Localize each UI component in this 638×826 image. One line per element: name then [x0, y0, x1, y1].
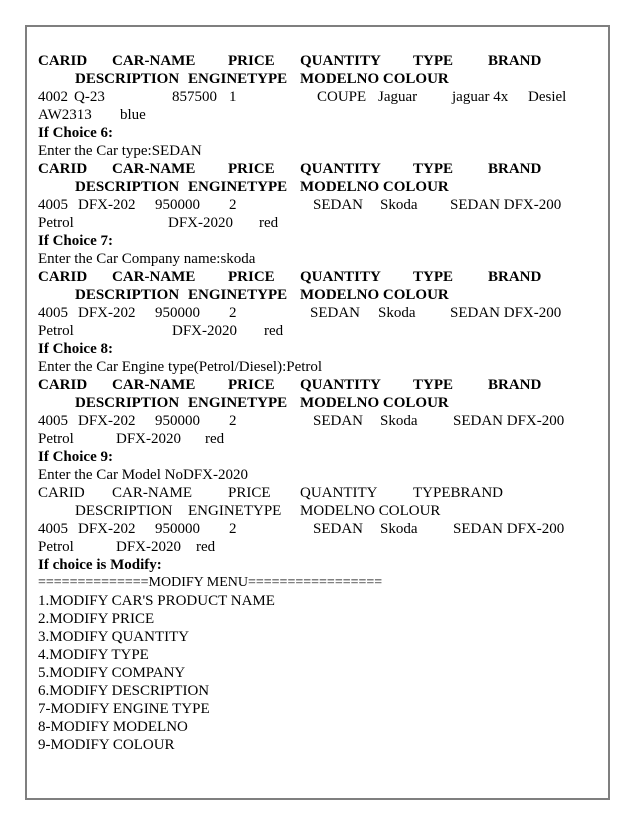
record-brand: Skoda — [380, 521, 418, 537]
modify-item-3: 3.MODIFY QUANTITY — [38, 629, 190, 645]
header-price: PRICE — [228, 269, 275, 285]
record-quantity: 2 — [229, 413, 237, 429]
record-quantity: 2 — [229, 521, 237, 537]
choice9-title: If Choice 9: — [38, 449, 113, 465]
record-quantity: 2 — [229, 197, 237, 213]
record-id: 4002 — [38, 89, 68, 105]
record-engine: Desiel — [528, 89, 567, 105]
record-engine: Petrol — [38, 323, 74, 339]
header-price: PRICE — [228, 53, 275, 69]
header-quantity: QUANTITY — [300, 269, 381, 285]
record-model: DFX-2020 — [172, 323, 238, 339]
record-brand: Skoda — [378, 305, 416, 321]
header-description: DESCRIPTION — [75, 503, 173, 519]
header-brand: BRAND — [488, 377, 542, 393]
choice6-title: If Choice 6: — [38, 125, 113, 141]
record-id: 4005 — [38, 305, 68, 321]
choice6-prompt: Enter the Car type:SEDAN — [38, 143, 202, 159]
header-enginetype: ENGINETYPE — [188, 287, 288, 303]
header-carname: CAR-NAME — [112, 53, 196, 69]
record-description: SEDAN DFX-200 — [453, 521, 565, 537]
header-brand: BRAND — [488, 161, 542, 177]
modify-title: If choice is Modify: — [38, 557, 162, 573]
header-carname: CAR-NAME — [112, 161, 196, 177]
record-engine: Petrol — [38, 431, 74, 447]
record-quantity: 1 — [229, 89, 237, 105]
record-model: DFX-2020 — [168, 215, 234, 231]
modify-menu-header: ==============MODIFY MENU================= — [38, 575, 383, 590]
record-type: SEDAN — [313, 521, 364, 537]
modify-item-1: 1.MODIFY CAR'S PRODUCT NAME — [38, 593, 275, 609]
header-type: TYPE — [413, 53, 454, 69]
record-id: 4005 — [38, 197, 68, 213]
header-type: TYPE — [413, 269, 454, 285]
header-modelno-colour: MODELNO COLOUR — [300, 71, 449, 87]
record-brand: Skoda — [380, 413, 418, 429]
header-description: DESCRIPTION — [75, 395, 180, 411]
header-modelno-colour: MODELNO COLOUR — [300, 395, 449, 411]
header-quantity: QUANTITY — [300, 485, 378, 501]
modify-item-2: 2.MODIFY PRICE — [38, 611, 155, 627]
header-carid: CARID — [38, 377, 88, 393]
header-enginetype: ENGINETYPE — [188, 179, 288, 195]
header-type: TYPE — [413, 161, 454, 177]
record-colour: red — [205, 431, 225, 447]
header-price: PRICE — [228, 161, 275, 177]
record-colour: red — [196, 539, 216, 555]
record-colour: red — [259, 215, 279, 231]
record-colour: red — [264, 323, 284, 339]
record-name: DFX-202 — [78, 413, 136, 429]
header-carid: CARID — [38, 485, 85, 501]
header-price: PRICE — [228, 485, 271, 501]
header-quantity: QUANTITY — [300, 377, 381, 393]
header-modelno-colour: MODELNO COLOUR — [300, 179, 449, 195]
record-price: 950000 — [155, 197, 200, 213]
record-model: AW2313 — [38, 107, 92, 123]
record-name: Q-23 — [74, 89, 105, 105]
record-description: SEDAN DFX-200 — [450, 197, 562, 213]
choice7-title: If Choice 7: — [38, 233, 113, 249]
choice7-prompt: Enter the Car Company name:skoda — [38, 251, 256, 267]
header-carid: CARID — [38, 53, 88, 69]
header-description: DESCRIPTION — [75, 71, 180, 87]
header-enginetype: ENGINETYPE — [188, 503, 282, 519]
header-carid: CARID — [38, 269, 88, 285]
record-name: DFX-202 — [78, 197, 136, 213]
record-price: 950000 — [155, 521, 200, 537]
choice9-prompt: Enter the Car Model NoDFX-2020 — [38, 467, 248, 483]
record-description: SEDAN DFX-200 — [453, 413, 565, 429]
modify-item-7: 7-MODIFY ENGINE TYPE — [38, 701, 210, 717]
record-name: DFX-202 — [78, 521, 136, 537]
record-price: 950000 — [155, 305, 200, 321]
header-quantity: QUANTITY — [300, 53, 381, 69]
header-modelno-colour: MODELNO COLOUR — [300, 287, 449, 303]
record-colour: blue — [120, 107, 146, 123]
header-quantity: QUANTITY — [300, 161, 381, 177]
header-typebrand: TYPEBRAND — [413, 485, 504, 501]
header-type: TYPE — [413, 377, 454, 393]
header-carid: CARID — [38, 161, 88, 177]
header-carname: CAR-NAME — [112, 485, 193, 501]
modify-item-4: 4.MODIFY TYPE — [38, 647, 149, 663]
record-engine: Petrol — [38, 215, 74, 231]
record-model: DFX-2020 — [116, 431, 182, 447]
modify-item-6: 6.MODIFY DESCRIPTION — [38, 683, 210, 699]
header-carname: CAR-NAME — [112, 269, 196, 285]
choice8-title: If Choice 8: — [38, 341, 113, 357]
header-description: DESCRIPTION — [75, 287, 180, 303]
modify-item-8: 8-MODIFY MODELNO — [38, 719, 188, 735]
record-quantity: 2 — [229, 305, 237, 321]
header-enginetype: ENGINETYPE — [188, 71, 288, 87]
record-type: SEDAN — [310, 305, 361, 321]
modify-item-5: 5.MODIFY COMPANY — [38, 665, 186, 681]
record-engine: Petrol — [38, 539, 74, 555]
record-type: SEDAN — [313, 197, 364, 213]
record-model: DFX-2020 — [116, 539, 182, 555]
record-type: COUPE — [317, 89, 367, 105]
header-price: PRICE — [228, 377, 275, 393]
record-id: 4005 — [38, 413, 68, 429]
header-modelno-colour: MODELNO COLOUR — [300, 503, 441, 519]
record-id: 4005 — [38, 521, 68, 537]
header-enginetype: ENGINETYPE — [188, 395, 288, 411]
record-name: DFX-202 — [78, 305, 136, 321]
modify-item-9: 9-MODIFY COLOUR — [38, 737, 175, 753]
record-price: 950000 — [155, 413, 200, 429]
choice8-prompt: Enter the Car Engine type(Petrol/Diesel):Petrol — [38, 359, 323, 375]
header-brand: BRAND — [488, 269, 542, 285]
record-brand: Jaguar — [378, 89, 418, 105]
record-description: jaguar 4x — [452, 89, 509, 105]
record-description: SEDAN DFX-200 — [450, 305, 562, 321]
header-carname: CAR-NAME — [112, 377, 196, 393]
header-description: DESCRIPTION — [75, 179, 180, 195]
record-brand: Skoda — [380, 197, 418, 213]
header-brand: BRAND — [488, 53, 542, 69]
record-price: 857500 — [172, 89, 217, 105]
record-type: SEDAN — [313, 413, 364, 429]
